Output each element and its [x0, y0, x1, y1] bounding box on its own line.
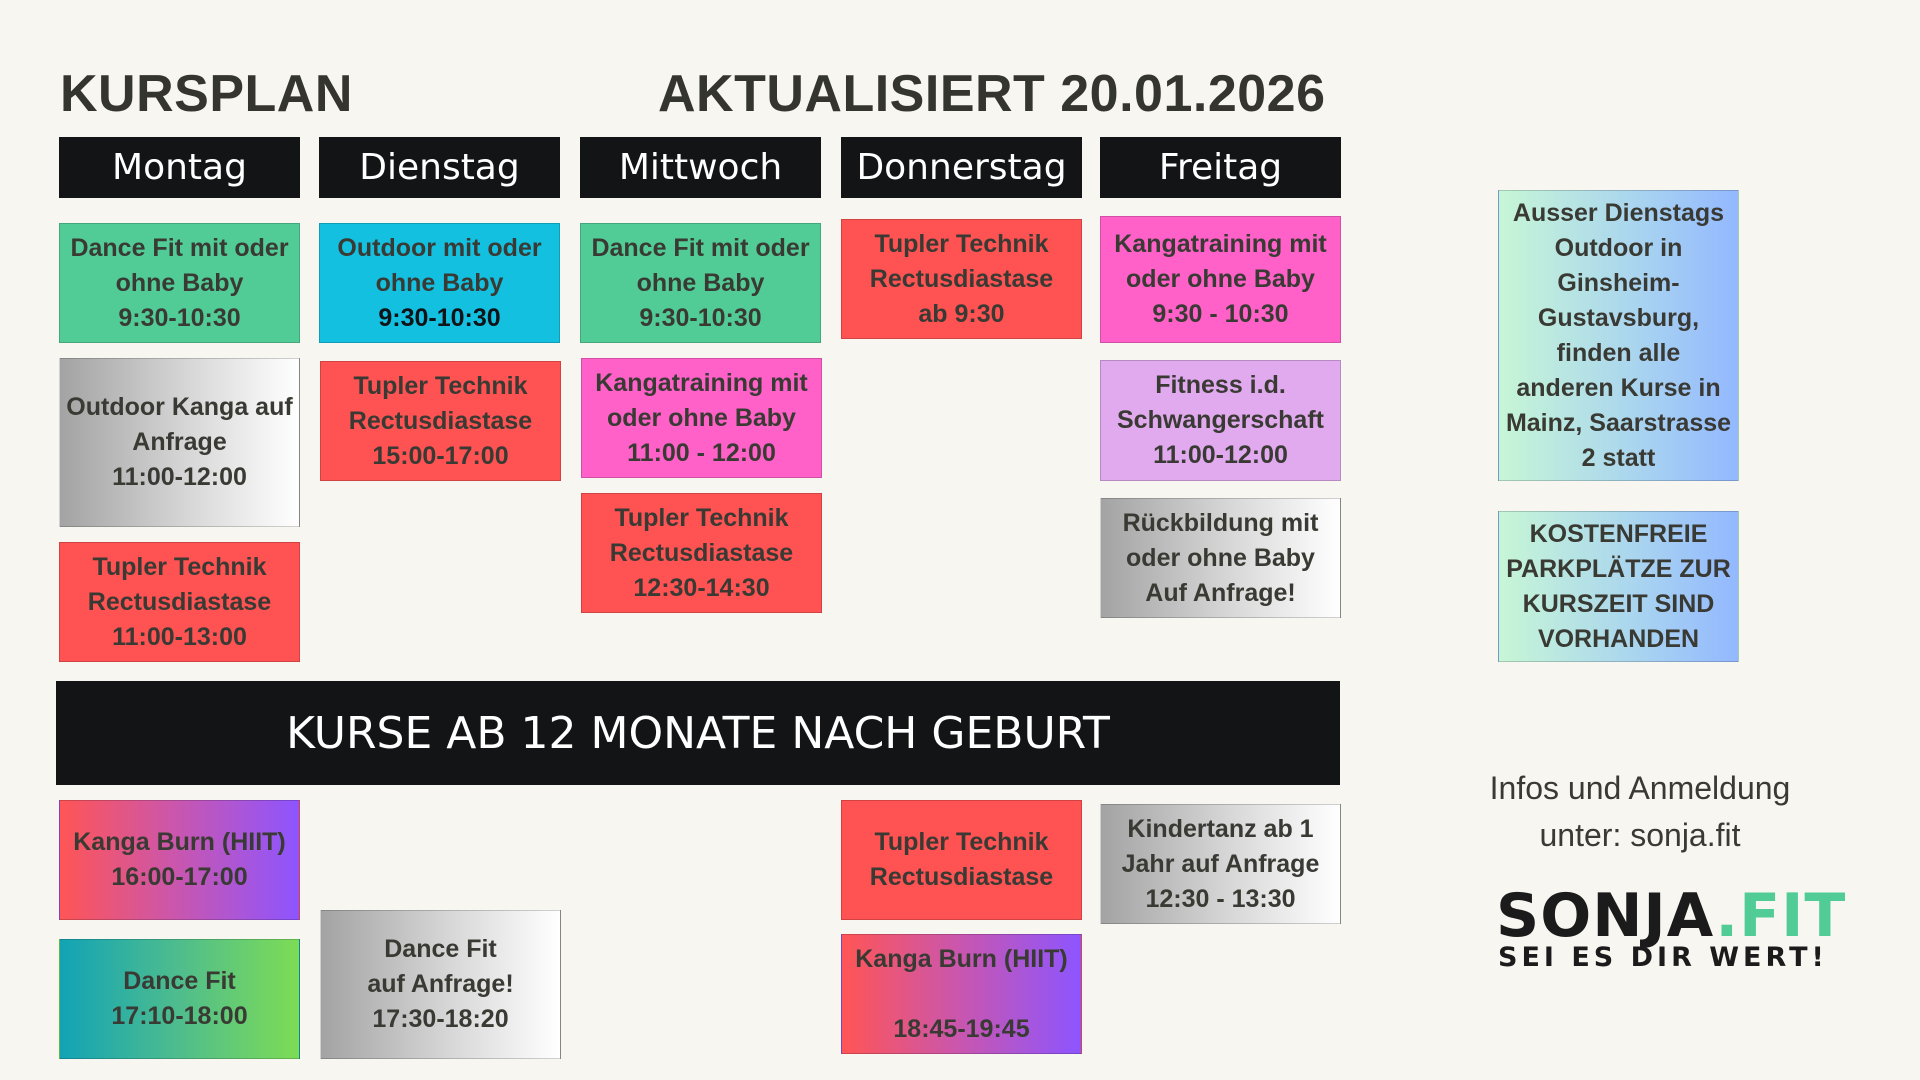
course-subtitle: Jahr auf Anfrage [1121, 849, 1320, 878]
course-card-thursday-tupler [841, 219, 1082, 339]
course-time: 9:30-10:30 [118, 303, 241, 332]
course-card-friday-kindertanz [1100, 804, 1341, 924]
logo-text-main: SONJA [1496, 881, 1716, 951]
course-subtitle: oder ohne Baby [1126, 265, 1315, 293]
day-header-friday: Freitag [1100, 137, 1341, 198]
course-time: 9:30-10:30 [639, 303, 762, 332]
course-subtitle: oder ohne Baby [607, 403, 796, 432]
course-time: 11:00-12:00 [112, 463, 247, 491]
course-title: Dance Fit mit oder [70, 233, 289, 262]
day-header-monday: Montag [59, 137, 300, 198]
updated-date: AKTUALISIERT 20.01.2026 [658, 65, 1326, 123]
location-line: Ausser Dienstags [1512, 198, 1725, 227]
course-subtitle: Rectusdiastase [87, 587, 272, 616]
course-title: Kangatraining mit [1114, 230, 1327, 258]
course-title: Tupler Technik [874, 828, 1049, 856]
course-time: 18:45-19:45 [893, 1014, 1030, 1043]
course-title: Kanga Burn (HIIT) [855, 944, 1068, 973]
page-title: KURSPLAN [60, 65, 353, 123]
course-subtitle: oder ohne Baby [1126, 543, 1315, 572]
day-header-thursday: Donnerstag [841, 137, 1082, 198]
course-title: Tupler Technik [92, 552, 267, 581]
parking-line: KURSZEIT SIND [1522, 589, 1715, 618]
course-time: 9:30-10:30 [378, 303, 501, 332]
course-time: ab 9:30 [918, 299, 1005, 328]
brand-tagline: SEI ES DIR WERT! [1498, 942, 1828, 973]
section-banner: KURSE AB 12 MONATE NACH GEBURT [56, 681, 1340, 785]
course-card-monday-dance-fit-evening [59, 939, 300, 1059]
course-title: Outdoor mit oder [337, 233, 542, 262]
course-title: Tupler Technik [353, 371, 528, 400]
course-card-monday-kanga-burn [59, 800, 300, 920]
course-card-tuesday-dance-fit-evening [320, 910, 561, 1059]
course-card-wednesday-dance-fit [580, 223, 821, 343]
course-subtitle: Rectusdiastase [869, 264, 1054, 293]
course-card-friday-kangatraining [1100, 216, 1341, 343]
brand-logo [1496, 881, 1847, 951]
course-time: 16:00-17:00 [111, 863, 248, 891]
course-card-friday-fitness [1100, 360, 1341, 481]
course-subtitle: auf Anfrage! [367, 970, 514, 998]
course-subtitle: Schwangerschaft [1116, 406, 1324, 434]
course-card-thursday-kanga-burn [841, 934, 1082, 1054]
course-card-wednesday-kangatraining [581, 358, 822, 478]
course-time: 17:30-18:20 [372, 1005, 509, 1033]
course-title: Dance Fit [123, 967, 236, 995]
day-header-tuesday: Dienstag [319, 137, 560, 198]
course-card-thursday-tupler-evening [841, 800, 1082, 920]
course-card-friday-rueckbildung [1100, 498, 1341, 618]
course-time: 12:30 - 13:30 [1145, 884, 1296, 913]
location-line: anderen Kurse in [1516, 373, 1721, 402]
course-time: 9:30 - 10:30 [1152, 300, 1289, 328]
location-line: Mainz, Saarstrasse [1505, 408, 1732, 437]
logo-text-accent: .FIT [1715, 881, 1847, 951]
course-title: Tupler Technik [614, 503, 789, 532]
location-line: Ginsheim- [1557, 268, 1680, 297]
course-subtitle: Anfrage [132, 428, 227, 456]
course-time: 12:30-14:30 [633, 573, 770, 602]
info-line-2[interactable]: unter: sonja.fit [1539, 817, 1741, 853]
course-time: 15:00-17:00 [372, 441, 509, 470]
course-title: Kanga Burn (HIIT) [73, 828, 286, 856]
course-subtitle: ohne Baby [636, 268, 765, 297]
parking-info-box [1498, 511, 1739, 662]
course-title: Rückbildung mit [1122, 508, 1319, 537]
course-title: Outdoor Kanga auf [66, 393, 293, 421]
location-line: 2 statt [1581, 443, 1656, 472]
course-title: Fitness i.d. [1155, 371, 1286, 399]
course-card-tuesday-outdoor [319, 223, 560, 343]
course-title: Dance Fit [384, 935, 497, 963]
location-info-box [1498, 190, 1739, 481]
course-title: Kangatraining mit [595, 368, 808, 397]
location-line: Gustavsburg, [1537, 303, 1700, 332]
info-line-1: Infos und Anmeldung [1489, 770, 1791, 806]
course-subtitle: Rectusdiastase [609, 538, 794, 567]
course-title: Tupler Technik [874, 229, 1049, 258]
location-line: Outdoor in [1554, 233, 1683, 262]
course-title: Kindertanz ab 1 [1127, 814, 1314, 843]
course-time: Auf Anfrage! [1145, 578, 1296, 607]
course-time: 11:00 - 12:00 [627, 438, 776, 467]
course-card-monday-tupler [59, 542, 300, 662]
course-subtitle: ohne Baby [115, 268, 244, 297]
course-subtitle: Rectusdiastase [348, 406, 533, 435]
parking-line: PARKPLÄTZE ZUR [1506, 554, 1731, 583]
course-card-wednesday-tupler [581, 493, 822, 613]
course-card-tuesday-tupler [320, 361, 561, 481]
course-time: 11:00-13:00 [112, 622, 247, 651]
parking-line: VORHANDEN [1537, 624, 1700, 653]
course-card-monday-outdoor-kanga [59, 358, 300, 527]
location-line: finden alle [1556, 338, 1681, 367]
course-title: Dance Fit mit oder [591, 233, 810, 262]
course-time: 17:10-18:00 [111, 1002, 248, 1030]
course-subtitle: ohne Baby [375, 268, 504, 297]
course-card-monday-dance-fit [59, 223, 300, 343]
day-header-wednesday: Mittwoch [580, 137, 821, 198]
parking-line: KOSTENFREIE [1529, 519, 1708, 548]
course-time: 11:00-12:00 [1153, 441, 1288, 469]
course-subtitle: Rectusdiastase [869, 863, 1054, 891]
